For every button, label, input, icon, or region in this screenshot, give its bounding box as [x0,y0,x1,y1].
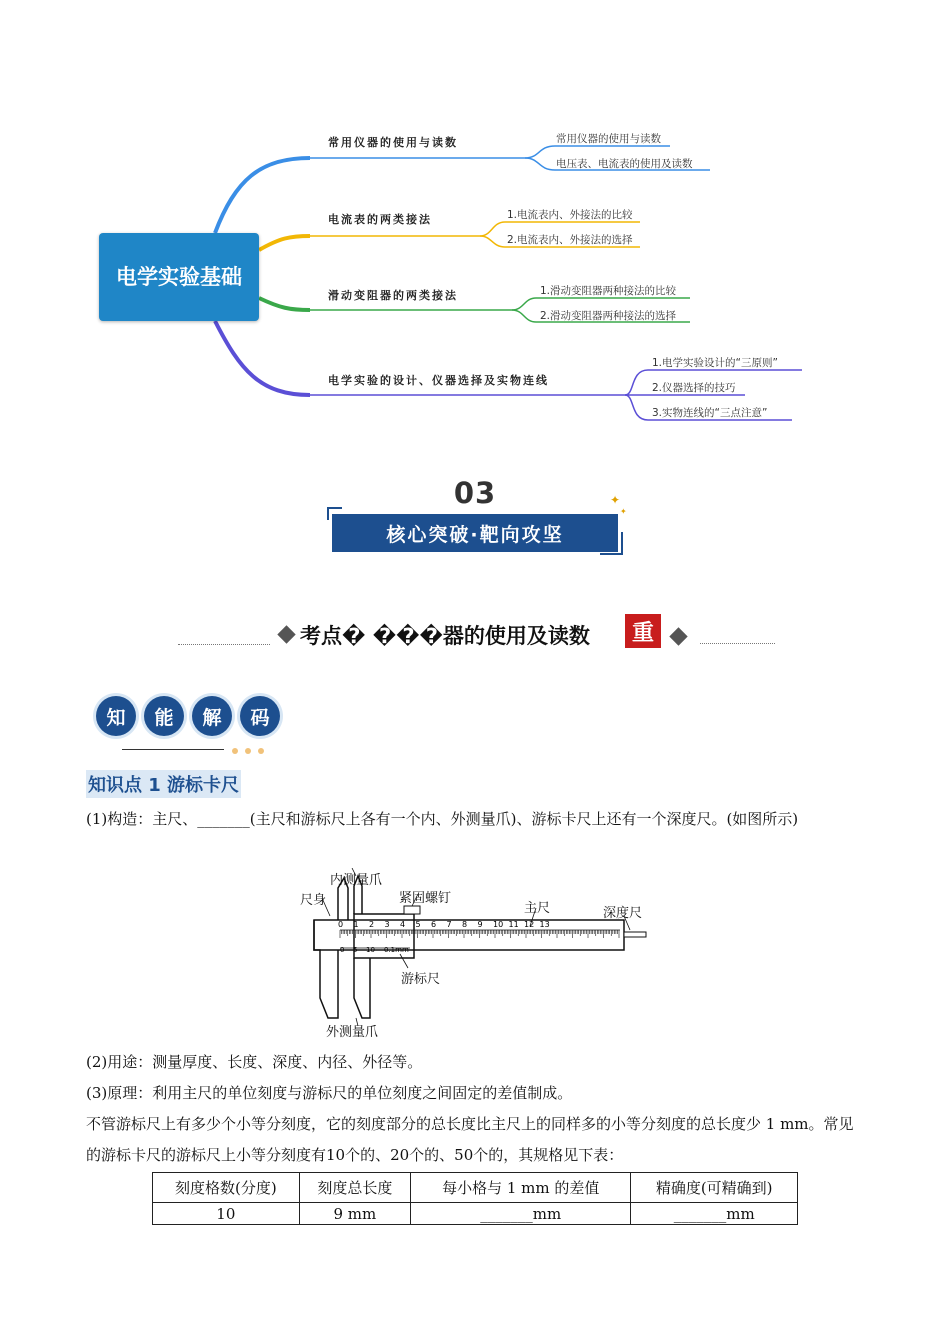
table-header: 刻度格数(分度) [153,1173,300,1203]
label-screw: 紧固螺钉 [399,891,452,906]
knowledge-char-1: 知 [96,696,136,736]
paragraph-usage: (2)用途：测量厚度、长度、深度、内径、外径等。 [86,1053,423,1071]
mindmap-leaf-4-3: 3.实物连线的“三点注意” [652,407,768,419]
scale-number: 1 [353,920,359,929]
vernier-spec-table [152,1172,798,1225]
mindmap-branch-3: 滑动变阻器的两类接法 [328,289,458,302]
mindmap-leaf-3-2: 2.滑动变阻器两种接法的选择 [540,310,677,322]
mindmap-root-label: 电学实验基础 [116,265,242,289]
vernier-number: 10 [366,946,375,954]
table-cell: 10 [153,1203,300,1225]
label-body: 尺身 [300,893,327,908]
mindmap-leaf-3-1: 1.滑动变阻器两种接法的比较 [540,285,677,297]
paragraph-explanation: 不管游标尺上有多少个小等分刻度，它的刻度部分的总长度比主尺上的同样多的小等分刻度的总长度少 1 mm。常见的游标卡尺的游标尺上小等分刻度有10个的、20个的、50个的，其规格见下表： [86,1115,854,1164]
diamond-icon [277,625,295,643]
scale-number: 12 [524,920,535,929]
mindmap-leaf-2-1: 1.电流表内、外接法的比较 [507,209,633,221]
paragraph-structure: (1)构造：主尺、_______(主尺和游标尺上各有一个内、外测量爪)、游标卡尺上还有一个深度尺。(如图所示) [86,810,799,828]
key-point-badge: 重 [625,614,661,648]
table-header-row [153,1173,798,1203]
topic-right-rule [700,643,775,644]
scale-number: 8 [462,920,468,929]
mindmap-leaf-4-2: 2.仪器选择的技巧 [652,382,736,394]
mindmap-leaf-1-2: 电压表、电流表的使用及读数 [556,158,693,170]
scale-number: 10 [493,920,504,929]
label-inner-jaw: 内测量爪 [330,873,383,888]
scale-number: 5 [415,920,421,929]
table-header: 精确度(可精确到) [631,1173,798,1203]
section-number: 03 [453,476,497,510]
dots-decoration [230,746,270,756]
table-cell: _______mm [411,1203,631,1225]
mindmap-leaf-1-1: 常用仪器的使用与读数 [556,133,661,145]
vernier-number: 5 [353,946,358,954]
table-header: 每小格与 1 mm 的差值 [411,1173,631,1203]
mindmap-leaf-4-1: 1.电学实验设计的“三原则” [652,357,778,369]
precision-label: 0.1mm [384,946,409,954]
knowledge-point-title: 知识点 1 游标卡尺 [86,770,241,798]
vernier-number: 0 [340,946,345,954]
topic-left-rule [178,644,270,645]
scale-number: 11 [508,920,519,929]
mindmap-leaf-2-2: 2.电流表内、外接法的选择 [507,234,633,246]
scale-number: 6 [431,920,437,929]
scale-number: 0 [338,920,344,929]
scale-number: 7 [446,920,452,929]
label-depth: 深度尺 [603,906,643,921]
label-main-scale: 主尺 [524,901,551,916]
knowledge-char-2: 能 [144,696,184,736]
mindmap-branch-2: 电流表的两类接法 [328,213,432,226]
table-row [153,1203,798,1225]
scale-number: 2 [369,920,375,929]
paragraph-principle: (3)原理：利用主尺的单位刻度与游标尺的单位刻度之间固定的差值制成。 [86,1084,573,1102]
knowledge-char-3: 解 [192,696,232,736]
table-header: 刻度总长度 [299,1173,410,1203]
svg-text:✦: ✦ [610,493,621,507]
diamond-icon [669,627,687,645]
label-vernier: 游标尺 [401,972,441,987]
main-scale-ticks [300,868,650,1043]
scale-number: 13 [539,920,550,929]
knowledge-char-4: 码 [240,696,280,736]
svg-text:✦: ✦ [620,507,627,516]
scale-number: 9 [477,920,483,929]
scale-number: 3 [384,920,390,929]
knowledge-underline [122,749,224,750]
mindmap-branch-4: 电学实验的设计、仪器选择及实物连线 [328,374,549,387]
topic-title: 考点� ���器的使用及读数 [300,624,590,648]
section-title: 核心突破·靶向攻坚 [332,514,618,552]
mindmap-branch-1: 常用仪器的使用与读数 [328,136,458,149]
label-outer-jaw: 外测量爪 [326,1025,379,1040]
table-cell: 9 mm [299,1203,410,1225]
mindmap-root [99,233,259,321]
scale-number: 4 [400,920,406,929]
table-cell: _______mm [631,1203,798,1225]
